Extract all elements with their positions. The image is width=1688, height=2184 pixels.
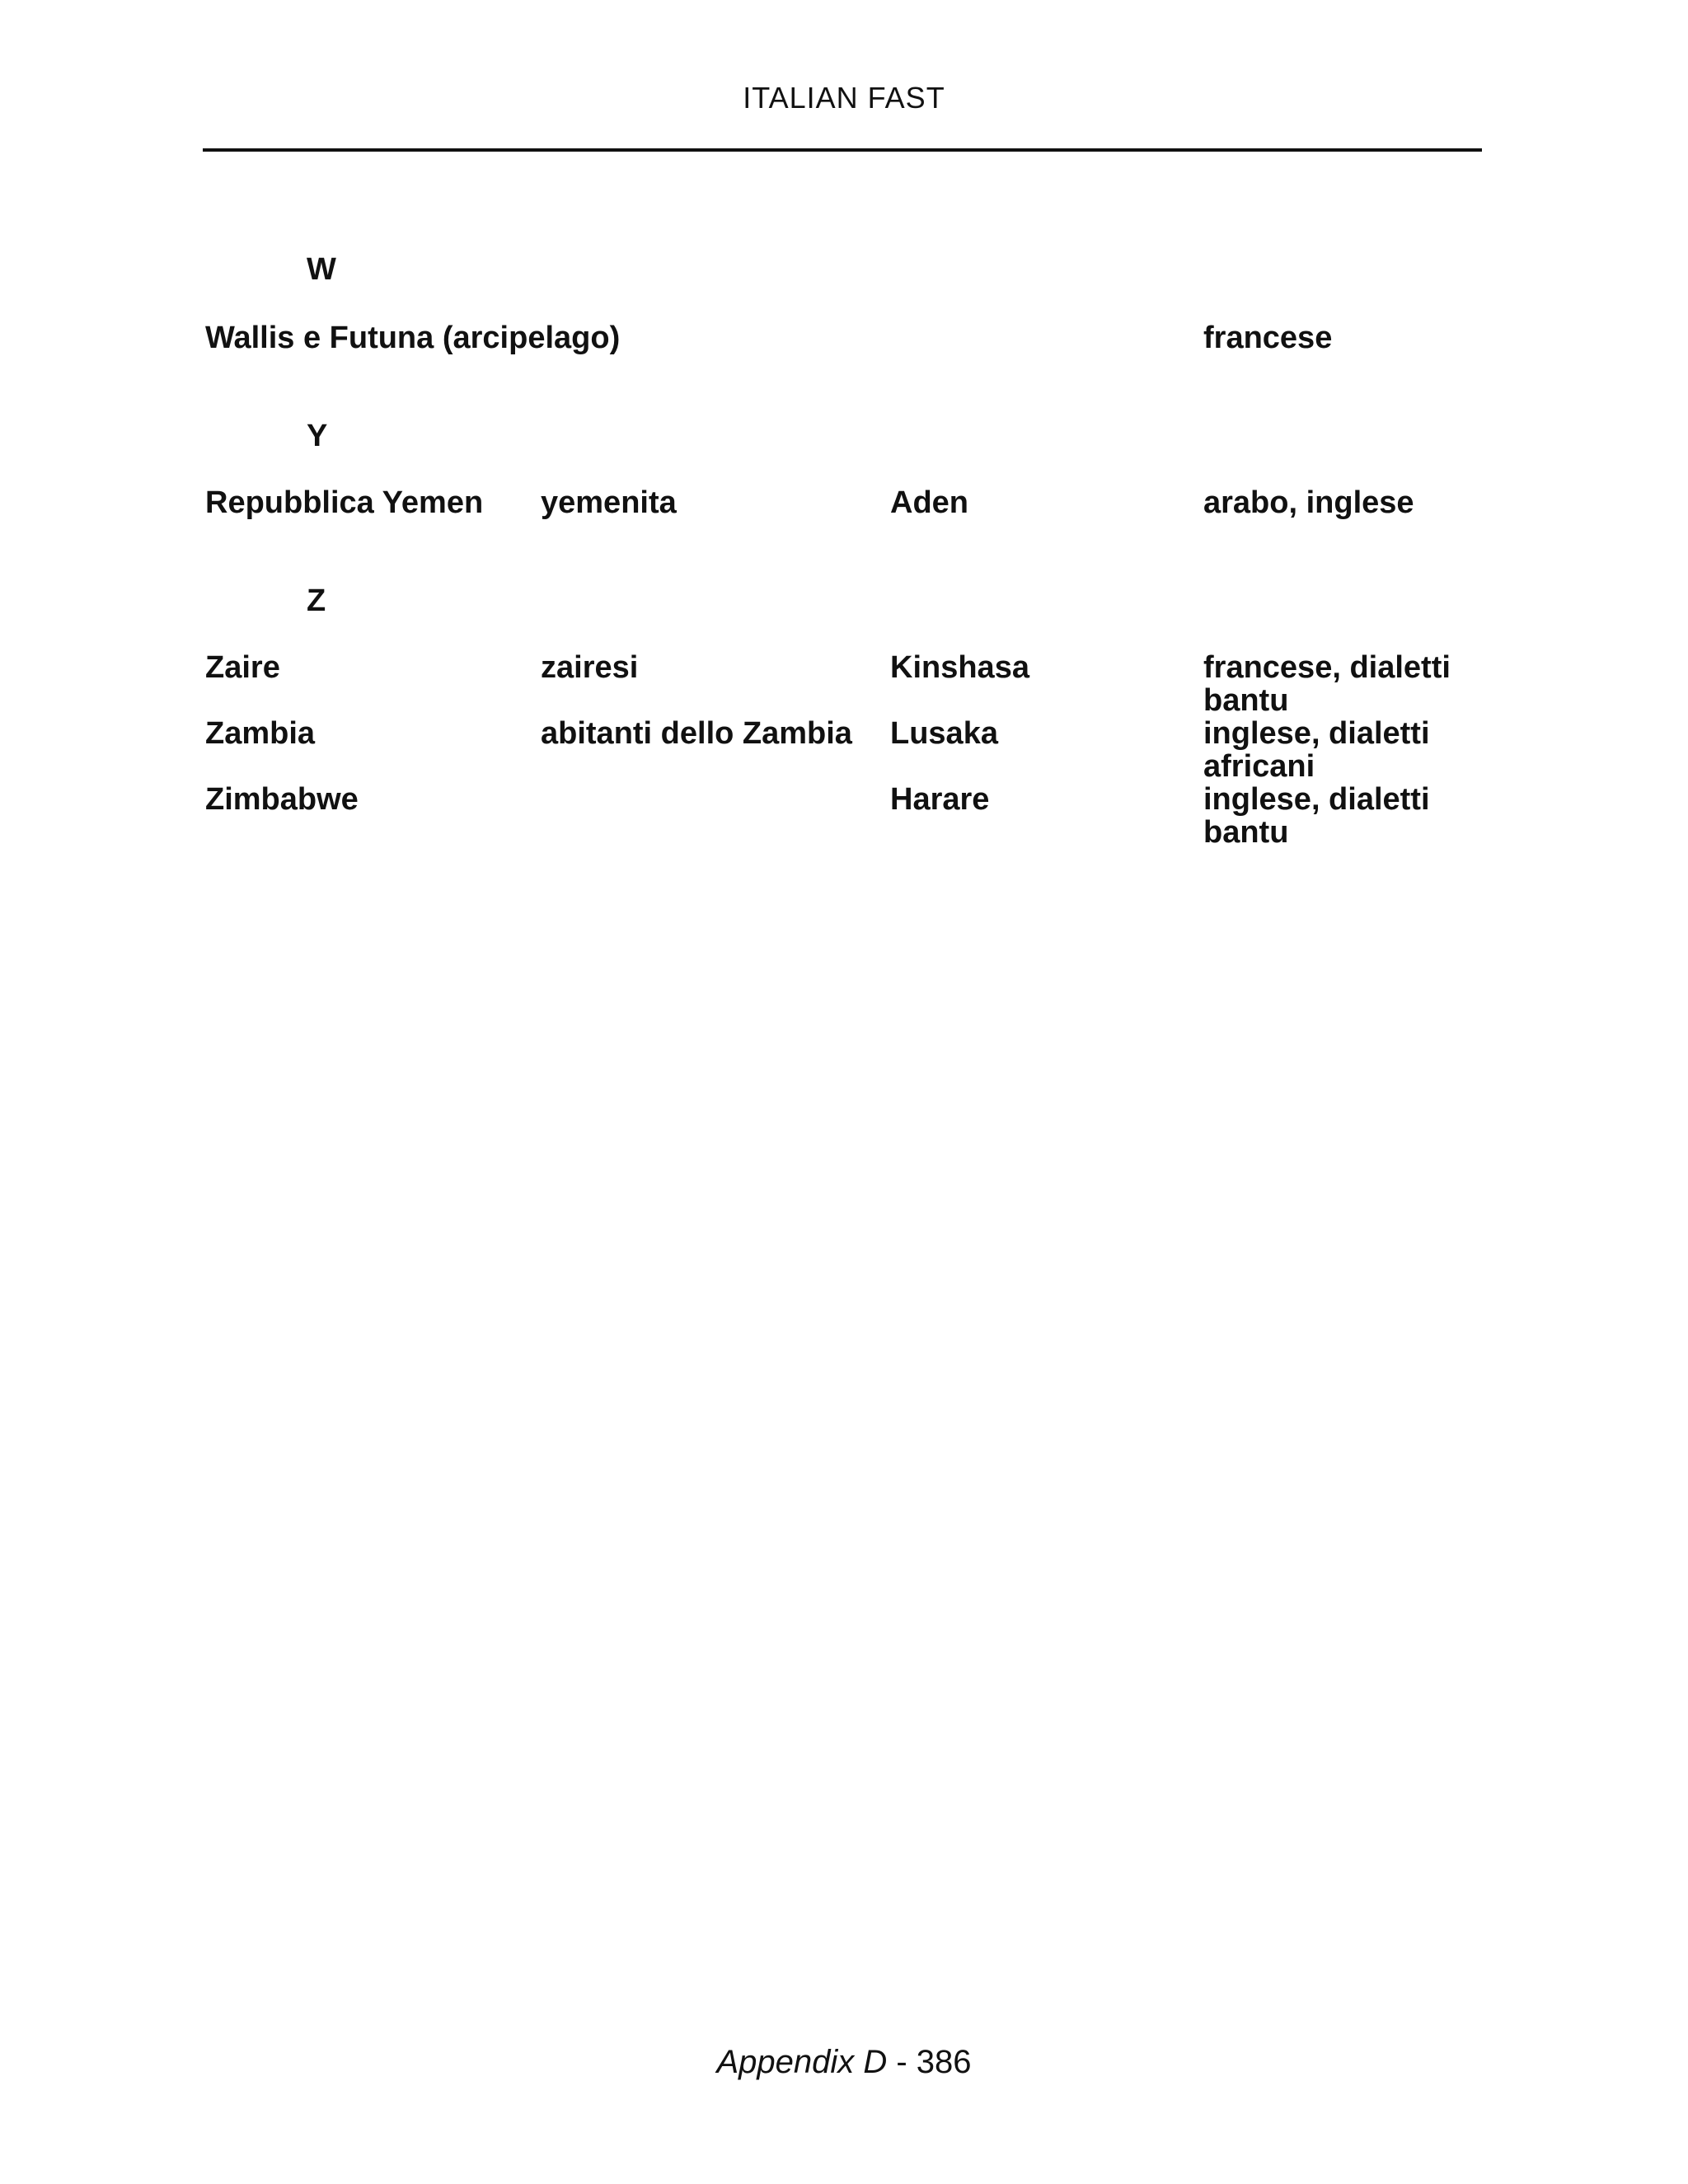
footer-separator: -	[887, 2044, 917, 2080]
page-footer	[0, 2044, 1688, 2081]
language-cell: inglese, dialetti africani	[1203, 716, 1430, 784]
section-letter-y: Y	[307, 419, 328, 453]
country-cell: Zaire	[205, 650, 280, 685]
inhabitants-cell: abitanti dello Zambia	[541, 716, 852, 751]
capital-cell: Lusaka	[890, 716, 998, 751]
inhabitants-cell: zairesi	[541, 650, 639, 685]
country-cell: Zambia	[205, 716, 316, 751]
country-cell: Zimbabwe	[205, 782, 359, 817]
country-cell: Wallis e Futuna (arcipelago)	[205, 321, 621, 355]
page-number: 386	[916, 2044, 972, 2080]
capital-cell: Kinshasa	[890, 650, 1029, 685]
page-header-title: ITALIAN FAST	[743, 81, 945, 115]
language-cell: francese	[1203, 321, 1333, 355]
capital-cell: Aden	[890, 485, 968, 520]
language-cell: inglese, dialetti bantu	[1203, 782, 1430, 850]
appendix-label: Appendix D	[716, 2044, 888, 2080]
language-cell: arabo, inglese	[1203, 485, 1414, 520]
section-letter-z: Z	[307, 583, 326, 618]
header-rule	[203, 148, 1482, 152]
capital-cell: Harare	[890, 782, 990, 817]
language-cell: francese, dialetti bantu	[1203, 650, 1451, 718]
country-cell: Repubblica Yemen	[205, 485, 484, 520]
inhabitants-cell: yemenita	[541, 485, 677, 520]
section-letter-w: W	[307, 252, 336, 287]
